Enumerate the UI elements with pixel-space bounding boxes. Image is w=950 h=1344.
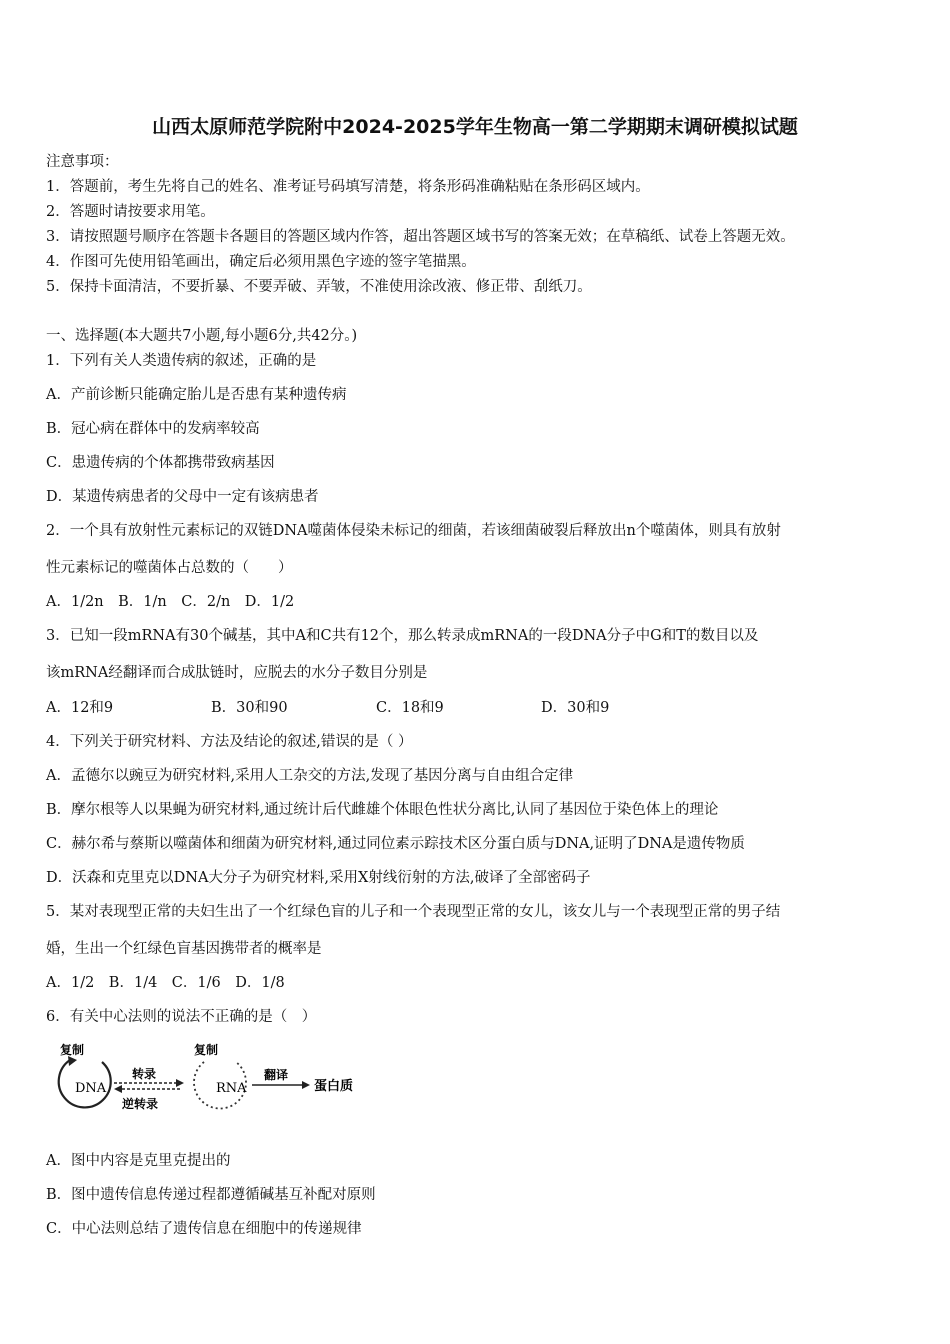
rna-label: RNA bbox=[216, 1081, 247, 1096]
q1-stem: 1．下列有关人类遗传病的叙述，正确的是 bbox=[46, 353, 317, 369]
q5-stem-line2: 婚，生出一个红绿色盲基因携带者的概率是 bbox=[46, 941, 322, 957]
notice-heading: 注意事项： bbox=[46, 154, 119, 170]
central-dogma-diagram bbox=[44, 1038, 374, 1118]
q6-option-a: A．图中内容是克里克提出的 bbox=[46, 1153, 231, 1169]
q3-option-d: D．30和9 bbox=[541, 700, 610, 716]
notice-item-2: 2．答题时请按要求用笔。 bbox=[46, 204, 215, 220]
q4-option-c: C．赫尔希与蔡斯以噬菌体和细菌为研究材料,通过同位素示踪技术区分蛋白质与DNA,证明了DNA是遗传物质 bbox=[46, 836, 745, 852]
q2-options: A．1/2n B．1/n C．2/n D．1/2 bbox=[46, 594, 295, 610]
reverse-transcription-arrowhead bbox=[114, 1085, 122, 1093]
q4-option-b: B．摩尔根等人以果蝇为研究材料,通过统计后代雌雄个体眼色性状分离比,认同了基因位于染色体上的理论 bbox=[46, 802, 719, 818]
reverse-transcription-label: 逆转录 bbox=[122, 1097, 159, 1111]
q1-option-d: D．某遗传病患者的父母中一定有该病患者 bbox=[46, 489, 319, 505]
notice-item-5: 5．保持卡面清洁，不要折暴、不要弄破、弄皱，不准使用涂改液、修正带、刮纸刀。 bbox=[46, 279, 592, 295]
notice-item-4: 4．作图可先使用铅笔画出，确定后必须用黑色字迹的签字笔描黑。 bbox=[46, 254, 476, 270]
protein-label: 蛋白质 bbox=[314, 1079, 354, 1094]
q3-option-b: B．30和90 bbox=[211, 700, 288, 716]
q6-option-b: B．图中遗传信息传递过程都遵循碱基互补配对原则 bbox=[46, 1187, 376, 1203]
q4-option-d: D．沃森和克里克以DNA大分子为研究材料,采用X射线衍射的方法,破译了全部密码子 bbox=[46, 870, 591, 886]
q3-option-a: A．12和9 bbox=[46, 700, 114, 716]
q5-stem-line1: 5．某对表现型正常的夫妇生出了一个红绿色盲的儿子和一个表现型正常的女儿，该女儿与一个表现型正常的男子结 bbox=[46, 904, 781, 920]
rna-replication-label: 复制 bbox=[194, 1043, 219, 1057]
q5-options: A．1/2 B．1/4 C．1/6 D．1/8 bbox=[46, 975, 285, 991]
transcription-label: 转录 bbox=[132, 1067, 157, 1081]
q2-stem-line2: 性元素标记的噬菌体占总数的（ ） bbox=[46, 560, 293, 576]
q2-stem-line1: 2．一个具有放射性元素标记的双链DNA噬菌体侵染未标记的细菌，若该细菌破裂后释放出n个噬菌体，则具有放射 bbox=[46, 523, 781, 539]
q3-stem-line1: 3．已知一段mRNA有30个碱基，其中A和C共有12个，那么转录成mRNA的一段DNA分子中G和T的数目以及 bbox=[46, 628, 759, 644]
dna-label: DNA bbox=[75, 1081, 107, 1096]
dna-replication-label: 复制 bbox=[60, 1043, 85, 1057]
transcription-arrowhead bbox=[176, 1079, 184, 1087]
q3-option-c: C．18和9 bbox=[376, 700, 444, 716]
dna-replication-arrowhead bbox=[68, 1056, 77, 1066]
notice-item-3: 3．请按照题号顺序在答题卡各题目的答题区域内作答，超出答题区域书写的答案无效；在草稿纸、试卷上答题无效。 bbox=[46, 229, 795, 245]
section-heading: 一、选择题(本大题共7小题,每小题6分,共42分。) bbox=[46, 328, 358, 344]
translation-arrowhead bbox=[302, 1081, 310, 1089]
q6-option-c: C．中心法则总结了遗传信息在细胞中的传递规律 bbox=[46, 1221, 362, 1237]
page-title: 山西太原师范学院附中2024-2025学年生物高一第二学期期末调研模拟试题 bbox=[152, 116, 798, 138]
notice-item-1: 1．答题前，考生先将自己的姓名、准考证号码填写清楚，将条形码准确粘贴在条形码区域内。 bbox=[46, 179, 650, 195]
q4-stem: 4．下列关于研究材料、方法及结论的叙述,错误的是（ ） bbox=[46, 734, 413, 750]
q1-option-a: A．产前诊断只能确定胎儿是否患有某种遗传病 bbox=[46, 387, 347, 403]
q6-stem: 6．有关中心法则的说法不正确的是（ ） bbox=[46, 1009, 317, 1025]
q1-option-b: B．冠心病在群体中的发病率较高 bbox=[46, 421, 260, 437]
q4-option-a: A．孟德尔以豌豆为研究材料,采用人工杂交的方法,发现了基因分离与自由组合定律 bbox=[46, 768, 574, 784]
q1-option-c: C．患遗传病的个体都携带致病基因 bbox=[46, 455, 275, 471]
q3-stem-line2: 该mRNA经翻译而合成肽链时，应脱去的水分子数目分别是 bbox=[46, 665, 428, 681]
q3-options bbox=[46, 698, 686, 718]
translation-label: 翻译 bbox=[264, 1068, 289, 1082]
